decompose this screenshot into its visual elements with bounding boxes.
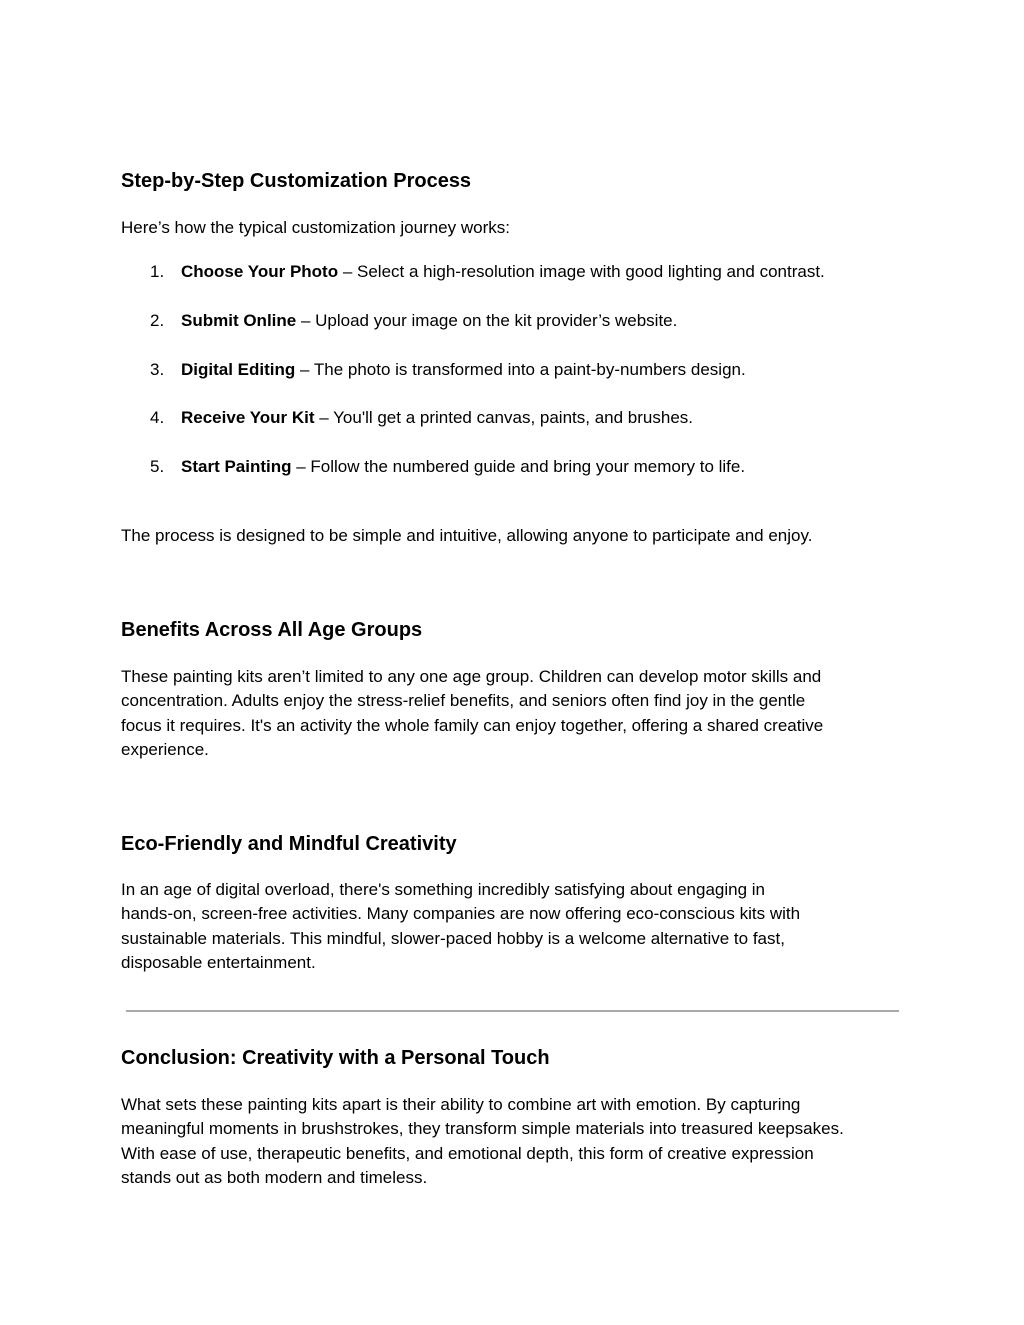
paragraph-line: In an age of digital overload, there's something incredibly satisfying about engaging in	[121, 880, 765, 899]
horizontal-divider	[126, 1010, 899, 1012]
section-heading-conclusion: Conclusion: Creativity with a Personal Touch	[121, 1047, 550, 1069]
paragraph-line: concentration. Adults enjoy the stress-relief benefits, and seniors often find joy in the gentle	[121, 691, 806, 711]
section-heading-age-groups: Benefits Across All Age Groups	[121, 619, 423, 641]
paragraph-line: These painting kits aren’t limited to any one age group. Children can develop motor skills and	[121, 667, 822, 686]
paragraph-line: focus it requires. It's an activity the whole family can enjoy together, offering a shared creative	[121, 715, 824, 735]
list-item-text: – Follow the numbered guide and bring your memory to life.	[291, 457, 746, 476]
list-item-title: Digital Editing	[181, 360, 296, 379]
list-item-number: 5.	[150, 457, 165, 476]
paragraph-line: With ease of use, therapeutic benefits, and emotional depth, this form of creative expression	[121, 1143, 814, 1163]
section-heading-customization-process: Step-by-Step Customization Process	[121, 170, 472, 192]
paragraph-line: disposable entertainment.	[121, 952, 316, 972]
customization-outro: The process is designed to be simple and intuitive, allowing anyone to participate and enjoy.	[121, 526, 813, 545]
conclusion-paragraph	[121, 1093, 844, 1190]
list-item-text: – Upload your image on the kit provider’s website.	[296, 311, 678, 330]
paragraph-line: hands-on, screen-free activities. Many companies are now offering eco-conscious kits with	[121, 904, 801, 924]
paragraph-line: sustainable materials. This mindful, slower-paced hobby is a welcome alternative to fast,	[121, 928, 785, 948]
list-item-title: Submit Online	[181, 311, 297, 330]
paragraph-line: What sets these painting kits apart is their ability to combine art with emotion. By capturing	[121, 1095, 801, 1114]
paragraph-line: meaningful moments in brushstrokes, they transform simple materials into treasured keepsakes.	[121, 1119, 844, 1139]
age-groups-paragraph	[121, 665, 823, 762]
list-item-title: Receive Your Kit	[181, 408, 315, 427]
section-heading-eco-friendly: Eco-Friendly and Mindful Creativity	[121, 833, 457, 855]
paragraph-line: stands out as both modern and timeless.	[121, 1167, 428, 1187]
list-item-number: 4.	[150, 408, 165, 427]
list-item-title: Start Painting	[181, 457, 292, 476]
paragraph-line: experience.	[121, 739, 209, 759]
list-item-text: – You'll get a printed canvas, paints, and brushes.	[314, 408, 693, 427]
list-item-number: 3.	[150, 360, 165, 379]
list-item-text: – The photo is transformed into a paint-by-numbers design.	[295, 360, 746, 379]
list-item-title: Choose Your Photo	[181, 262, 339, 281]
list-item-number: 1.	[150, 262, 165, 281]
list-item-text: – Select a high-resolution image with good lighting and contrast.	[338, 262, 825, 281]
eco-friendly-paragraph	[121, 878, 800, 975]
customization-intro: Here’s how the typical customization journey works:	[121, 218, 510, 237]
list-item-number: 2.	[150, 311, 165, 330]
